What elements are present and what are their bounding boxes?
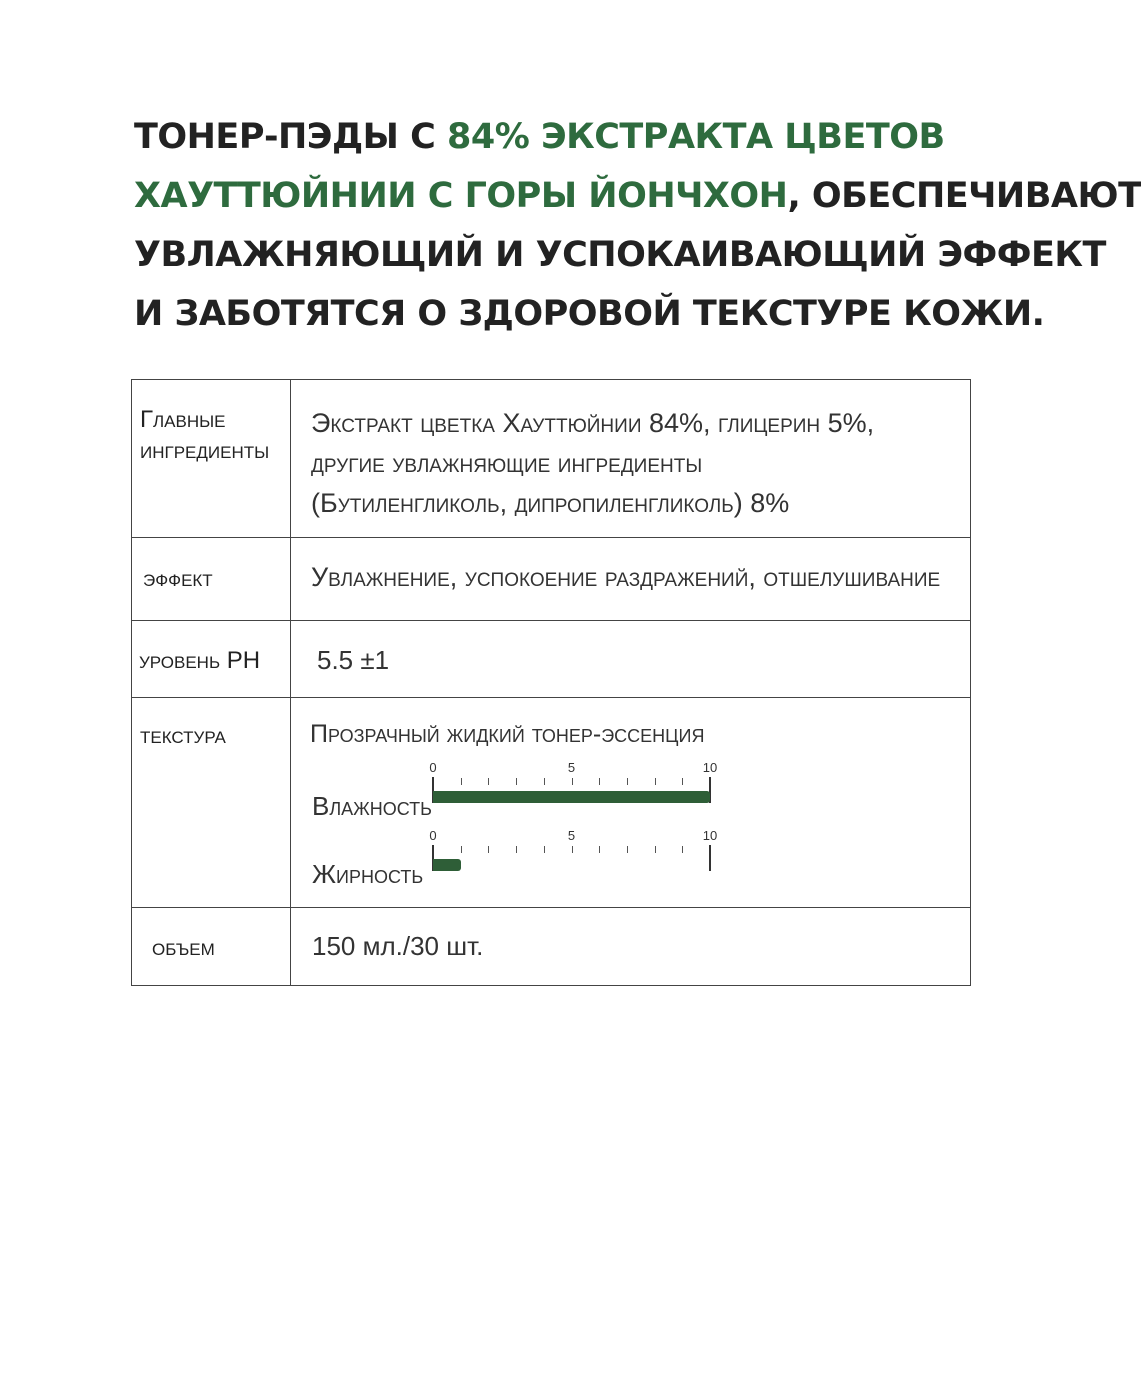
scale-tick — [682, 778, 683, 785]
scale-tick — [516, 778, 517, 785]
ingredients-value — [291, 380, 970, 523]
scale-tick — [488, 846, 489, 853]
scale-tick — [572, 778, 573, 785]
scale-tick — [488, 778, 489, 785]
row-volume — [132, 908, 971, 986]
row-ingredients — [132, 380, 971, 538]
scale-min-label: 0 — [429, 828, 437, 843]
scale-min-label: 0 — [429, 760, 437, 775]
value-cell — [291, 380, 971, 538]
ingredients-value-line-1: Экстракт цветка Хауттюйнии 84%, глицерин 5%, — [311, 408, 875, 438]
scale-tick — [599, 846, 600, 853]
headline-highlight: ХАУТТЮЙНИИ С ГОРЫ ЙОНЧХОН — [134, 176, 788, 216]
scale-oiliness — [312, 828, 752, 896]
headline-line-1 — [134, 108, 1034, 167]
scale-tick — [655, 778, 656, 785]
value-cell — [291, 698, 971, 908]
ingredients-value-line-3: (Бутиленгликоль, дипропиленгликоль) 8% — [311, 488, 790, 518]
scale-tick — [599, 778, 600, 785]
headline-highlight: 84% ЭКСТРАКТА ЦВЕТОВ — [446, 117, 945, 157]
headline-line-3: УВЛАЖНЯЮЩИЙ И УСПОКАИВАЮЩИЙ ЭФФЕКТ — [134, 235, 1106, 275]
headline-line-2 — [134, 167, 1141, 226]
label-cell — [132, 538, 291, 621]
ph-label: уровень PH — [139, 647, 261, 674]
ph-value: 5.5 ±1 — [317, 645, 390, 675]
texture-value: Прозрачный жидкий тонер-эссенция — [310, 720, 705, 748]
scale-fill-bar — [433, 791, 710, 803]
row-ph — [132, 621, 971, 698]
headline-text: , ОБЕСПЕЧИВАЮТ — [787, 176, 1141, 216]
scale-tick — [516, 846, 517, 853]
scale-tick — [572, 846, 573, 853]
effect-label: эффект — [143, 565, 213, 592]
scale-fill-bar — [433, 859, 461, 871]
label-cell — [132, 698, 291, 908]
scale-mid-label: 5 — [567, 760, 576, 775]
value-cell — [291, 908, 971, 986]
headline-text: ТОНЕР-ПЭДЫ С — [134, 117, 447, 157]
headline — [134, 108, 1141, 344]
scale-tick — [461, 778, 462, 785]
volume-label: объем — [152, 934, 215, 961]
ingredients-label — [132, 380, 290, 466]
scale-max-label: 10 — [702, 828, 718, 843]
effect-value: Увлажнение, успокоение раздражений, отшелушивание — [311, 562, 941, 592]
scale-tick — [655, 846, 656, 853]
scale-tick — [682, 846, 683, 853]
texture-label: текстура — [140, 722, 226, 749]
scale-oiliness-label: Жирность — [312, 859, 424, 889]
scale-end-line — [709, 845, 711, 871]
value-cell — [291, 621, 971, 698]
scale-tick — [544, 846, 545, 853]
scale-max-label: 10 — [702, 760, 718, 775]
scale-mid-label: 5 — [567, 828, 576, 843]
spec-table — [131, 379, 971, 986]
scale-moisture — [312, 760, 752, 828]
scale-tick — [627, 778, 628, 785]
label-cell — [132, 380, 291, 538]
volume-value: 150 мл./30 шт. — [312, 931, 484, 961]
ingredients-label-line-1: Главные — [140, 406, 226, 433]
label-cell — [132, 908, 291, 986]
scale-tick — [544, 778, 545, 785]
row-effect — [132, 538, 971, 621]
row-texture — [132, 698, 971, 908]
ingredients-value-line-2: другие увлажняющие ингредиенты — [311, 448, 703, 478]
scale-moisture-label: Влажность — [312, 791, 432, 821]
headline-line-4: И ЗАБОТЯТСЯ О ЗДОРОВОЙ ТЕКСТУРЕ КОЖИ. — [134, 294, 1045, 334]
scale-tick — [461, 846, 462, 853]
scale-tick — [627, 846, 628, 853]
label-cell — [132, 621, 291, 698]
texture-scales — [312, 760, 752, 900]
ingredients-label-line-2: ингредиенты — [140, 437, 270, 464]
value-cell — [291, 538, 971, 621]
